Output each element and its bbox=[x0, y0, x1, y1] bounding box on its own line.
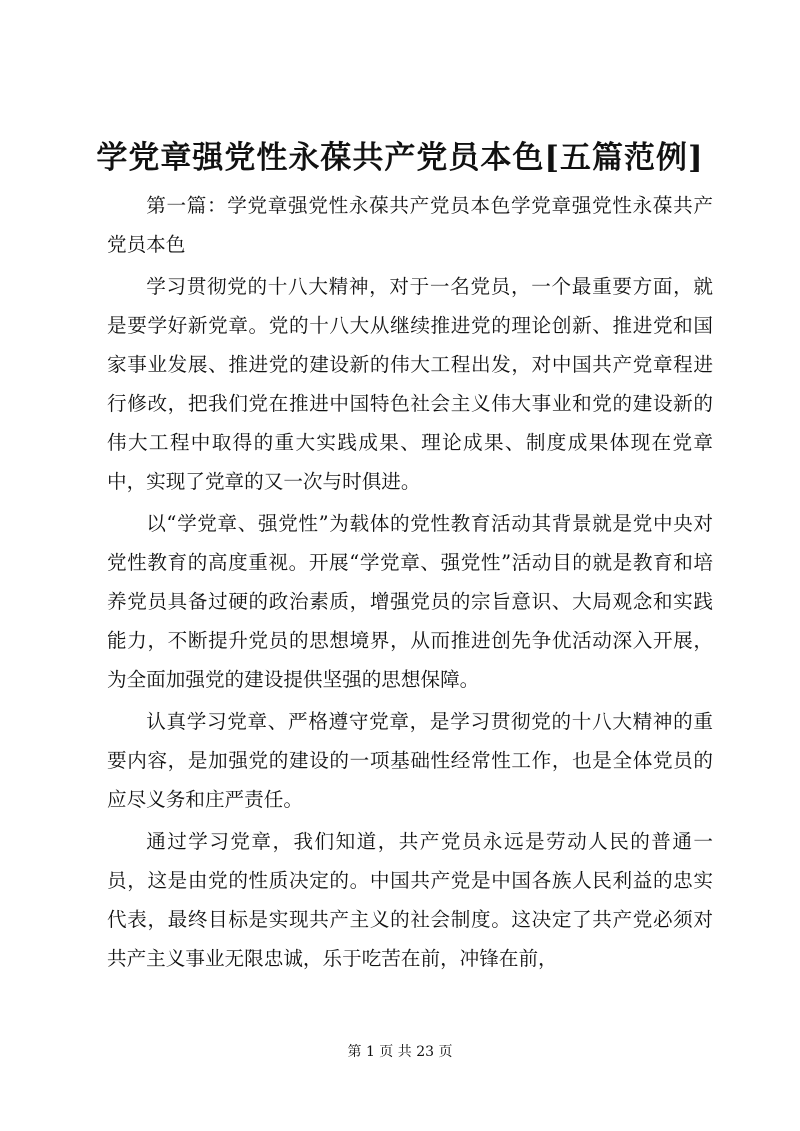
paragraph-1: 学习贯彻党的十八大精神，对于一名党员，一个最重要方面，就是要学好新党章。党的十八大从继续推进党的理论创新、推进党和国家事业发展、推进党的建设新的伟大工程出发，对中国共产党章程进行修改，把我们党在推进中国特色社会主义伟大事业和党的建设新的伟大工程中取得的重大实践成果、理论成果、制度成果体现在党章中，实现了党章的又一次与时俱进。 bbox=[107, 275, 713, 493]
paragraph-4: 通过学习党章，我们知道，共产党员永远是劳动人民的普通一员，这是由党的性质决定的。中国共产党是中国各族人民利益的忠实代表，最终目标是实现共产主义的社会制度。这决定了共产党必须对共产主义事业无限忠诚，乐于吃苦在前，冲锋在前， bbox=[107, 830, 713, 970]
paragraph-heading: 第一篇：学党章强党性永葆共产党员本色学党章强党性永葆共产党员本色 bbox=[107, 194, 713, 256]
document-body bbox=[107, 186, 713, 978]
page-number: 第 1 页 共 23 页 bbox=[347, 1044, 453, 1060]
document-title: 学党章强党性永葆共产党员本色[五篇范例] bbox=[96, 140, 704, 176]
paragraph-2: 以“学党章、强党性”为载体的党性教育活动其背景就是党中央对党性教育的高度重视。开展“学党章、强党性”活动目的就是教育和培养党员具备过硬的政治素质，增强党员的宗旨意识、大局观念和实践能力，不断提升党员的思想境界，从而推进创先争优活动深入开展，为全面加强党的建设提供坚强的思想保障。 bbox=[107, 512, 713, 691]
paragraph-3: 认真学习党章、严格遵守党章，是学习贯彻党的十八大精神的重要内容，是加强党的建设的一项基础性经常性工作，也是全体党员的应尽义务和庄严责任。 bbox=[107, 710, 713, 811]
